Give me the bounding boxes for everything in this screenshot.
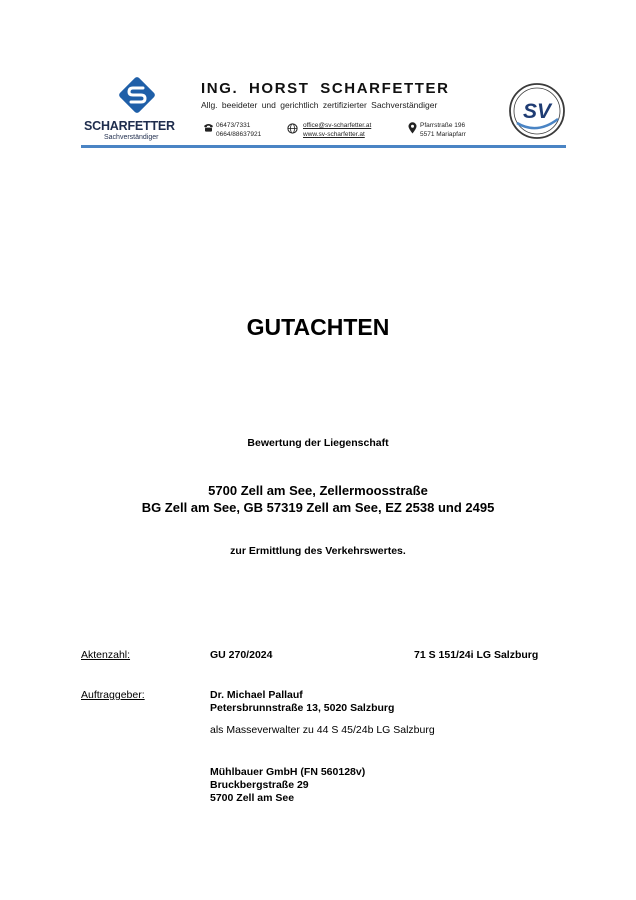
client-role: als Masseverwalter zu 44 S 45/24b LG Salzburg — [210, 724, 435, 736]
client-name: Dr. Michael Pallauf — [210, 689, 303, 701]
company-logo — [84, 76, 188, 144]
logo-subtitle: Sachverständiger — [104, 134, 159, 141]
client-address: Petersbrunnstraße 13, 5020 Salzburg — [210, 702, 395, 714]
header-divider — [81, 145, 566, 148]
aktenzahl-label: Aktenzahl: — [81, 649, 131, 661]
phone-numbers — [216, 122, 261, 139]
email-link[interactable]: office@sv-scharfetter.at — [303, 122, 372, 129]
company-city: 5700 Zell am See — [210, 792, 295, 804]
header-description: Allg. beeideter und gerichtlich zertifizierter Sachverständiger — [201, 100, 438, 110]
document-subtitle: Bewertung der Liegenschaft — [247, 437, 389, 449]
phone-1: 06473/7331 — [216, 122, 251, 129]
location-pin-icon — [408, 122, 417, 134]
seal-text: SV — [522, 100, 552, 123]
court-reference: 71 S 151/24i LG Salzburg — [414, 649, 539, 661]
street: Pfarrstraße 196 — [420, 122, 466, 129]
globe-icon — [287, 123, 298, 134]
property-register: BG Zell am See, GB 57319 Zell am See, EZ 2538 und 2495 — [141, 500, 495, 515]
phone-icon — [203, 123, 214, 132]
logo-name: SCHARFETTER — [84, 119, 175, 133]
sv-seal-icon — [508, 79, 566, 143]
phone-2: 0664/88637921 — [216, 130, 262, 138]
document-title: GUTACHTEN — [246, 314, 390, 340]
document-purpose: zur Ermittlung des Verkehrswertes. — [230, 545, 406, 557]
company-street: Bruckbergstraße 29 — [210, 779, 309, 791]
aktenzahl-value: GU 270/2024 — [210, 649, 273, 661]
header-name: ING. HORST SCHARFETTER — [201, 80, 450, 97]
auftraggeber-label: Auftraggeber: — [81, 689, 145, 701]
logo-diamond-icon — [118, 76, 156, 114]
web-contacts — [303, 122, 371, 139]
website-link[interactable]: www.sv-scharfetter.at — [303, 130, 365, 138]
postal-address — [420, 122, 466, 139]
company-name: Mühlbauer GmbH (FN 560128v) — [210, 766, 366, 778]
city: 5571 Mariapfarr — [420, 130, 466, 138]
property-address: 5700 Zell am See, Zellermoosstraße — [208, 483, 428, 498]
